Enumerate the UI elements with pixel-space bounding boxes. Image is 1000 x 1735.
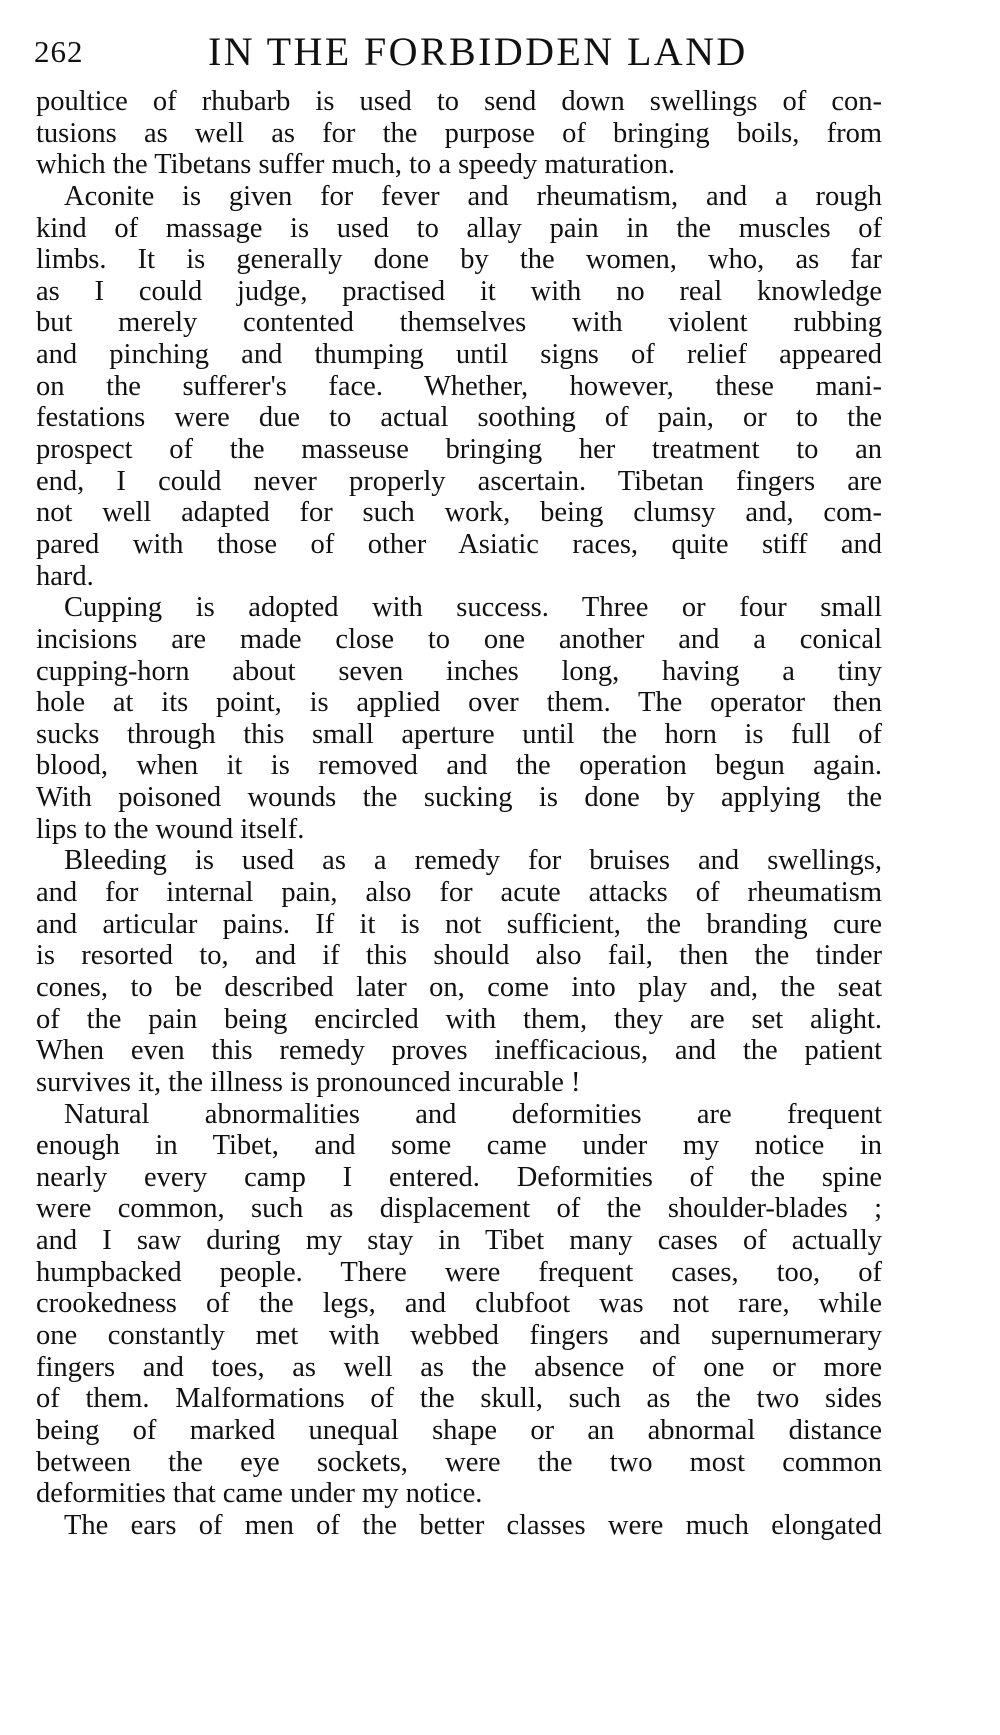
text-line: crookedness of the legs, and clubfoot was not rare, while	[36, 1288, 882, 1320]
page-number: 262	[34, 34, 84, 69]
text-line: cones, to be described later on, come into play and, the seat	[36, 971, 882, 1003]
text-line: tusions as well as for the purpose of bringing boils, from	[36, 117, 882, 149]
text-line: enough in Tibet, and some came under my notice in	[36, 1130, 882, 1162]
text-line: festations were due to actual soothing of pain, or to the	[36, 402, 882, 434]
text-line: end, I could never properly ascertain. Tibetan fingers are	[36, 465, 882, 497]
paragraph-aconite	[36, 181, 882, 592]
text-line: When even this remedy proves inefficacious, and the patient	[36, 1035, 882, 1067]
text-line: on the sufferer's face. Whether, however, these mani-	[36, 370, 882, 402]
text-line: is resorted to, and if this should also fail, then the tinder	[36, 940, 882, 972]
text-line: of them. Malformations of the skull, such as the two sides	[36, 1383, 882, 1415]
paragraph-ears	[36, 1510, 882, 1542]
text-line: incisions are made close to one another and a conical	[36, 623, 882, 655]
text-line: hole at its point, is applied over them. The operator then	[36, 687, 882, 719]
text-line: cupping-horn about seven inches long, having a tiny	[36, 655, 882, 687]
text-line: were common, such as displacement of the shoulder-blades ;	[36, 1193, 882, 1225]
text-line: and I saw during my stay in Tibet many cases of actually	[36, 1225, 882, 1257]
text-line: but merely contented themselves with violent rubbing	[36, 307, 882, 339]
text-line: one constantly met with webbed fingers and supernumerary	[36, 1319, 882, 1351]
text-line: limbs. It is generally done by the women, who, as far	[36, 244, 882, 276]
text-line: lips to the wound itself.	[36, 813, 305, 845]
text-line: kind of massage is used to allay pain in the muscles of	[36, 212, 882, 244]
text-line: and for internal pain, also for acute attacks of rheumatism	[36, 877, 882, 909]
text-line: sucks through this small aperture until the horn is full of	[36, 718, 882, 750]
paragraph-abnormalities	[36, 1099, 882, 1510]
text-line: Aconite is given for fever and rheumatism, and a rough	[64, 180, 882, 212]
text-line: between the eye sockets, were the two most common	[36, 1446, 882, 1478]
text-line: which the Tibetans suffer much, to a speedy maturation.	[36, 149, 676, 181]
paragraph-cupping	[36, 592, 882, 845]
text-line: being of marked unequal shape or an abnormal distance	[36, 1414, 882, 1446]
text-line: of the pain being encircled with them, they are set alight.	[36, 1003, 882, 1035]
page-header	[34, 24, 964, 82]
text-line: The ears of men of the better classes were much elongated	[64, 1509, 882, 1541]
text-line: prospect of the masseuse bringing her treatment to an	[36, 434, 882, 466]
text-line: and pinching and thumping until signs of relief appeared	[36, 339, 882, 371]
text-line: With poisoned wounds the sucking is done by applying the	[36, 782, 882, 814]
text-line: poultice of rhubarb is used to send down swellings of con-	[36, 86, 882, 117]
text-line: Natural abnormalities and deformities are frequent	[64, 1098, 882, 1130]
text-line: pared with those of other Asiatic races, quite stiff and	[36, 528, 882, 560]
text-line: nearly every camp I entered. Deformities of the spine	[36, 1161, 882, 1193]
text-line: survives it, the illness is pronounced incurable !	[36, 1066, 581, 1098]
text-line: humpbacked people. There were frequent cases, too, of	[36, 1256, 882, 1288]
text-line: fingers and toes, as well as the absence of one or more	[36, 1351, 882, 1383]
text-line: Cupping is adopted with success. Three or four small	[64, 592, 882, 624]
running-title: IN THE FORBIDDEN LAND	[208, 29, 748, 74]
paragraph-bleeding	[36, 845, 882, 1098]
text-line: not well adapted for such work, being clumsy and, com-	[36, 497, 882, 529]
body-text	[36, 86, 882, 1541]
text-line: blood, when it is removed and the operation begun again.	[36, 750, 882, 782]
text-line: hard.	[36, 560, 94, 592]
text-line: Bleeding is used as a remedy for bruises and swellings,	[64, 845, 882, 877]
paragraph-rhubarb	[36, 86, 882, 181]
text-line: and articular pains. If it is not sufficient, the branding cure	[36, 908, 882, 940]
text-line: deformities that came under my notice.	[36, 1478, 483, 1510]
text-line: as I could judge, practised it with no real knowledge	[36, 275, 882, 307]
